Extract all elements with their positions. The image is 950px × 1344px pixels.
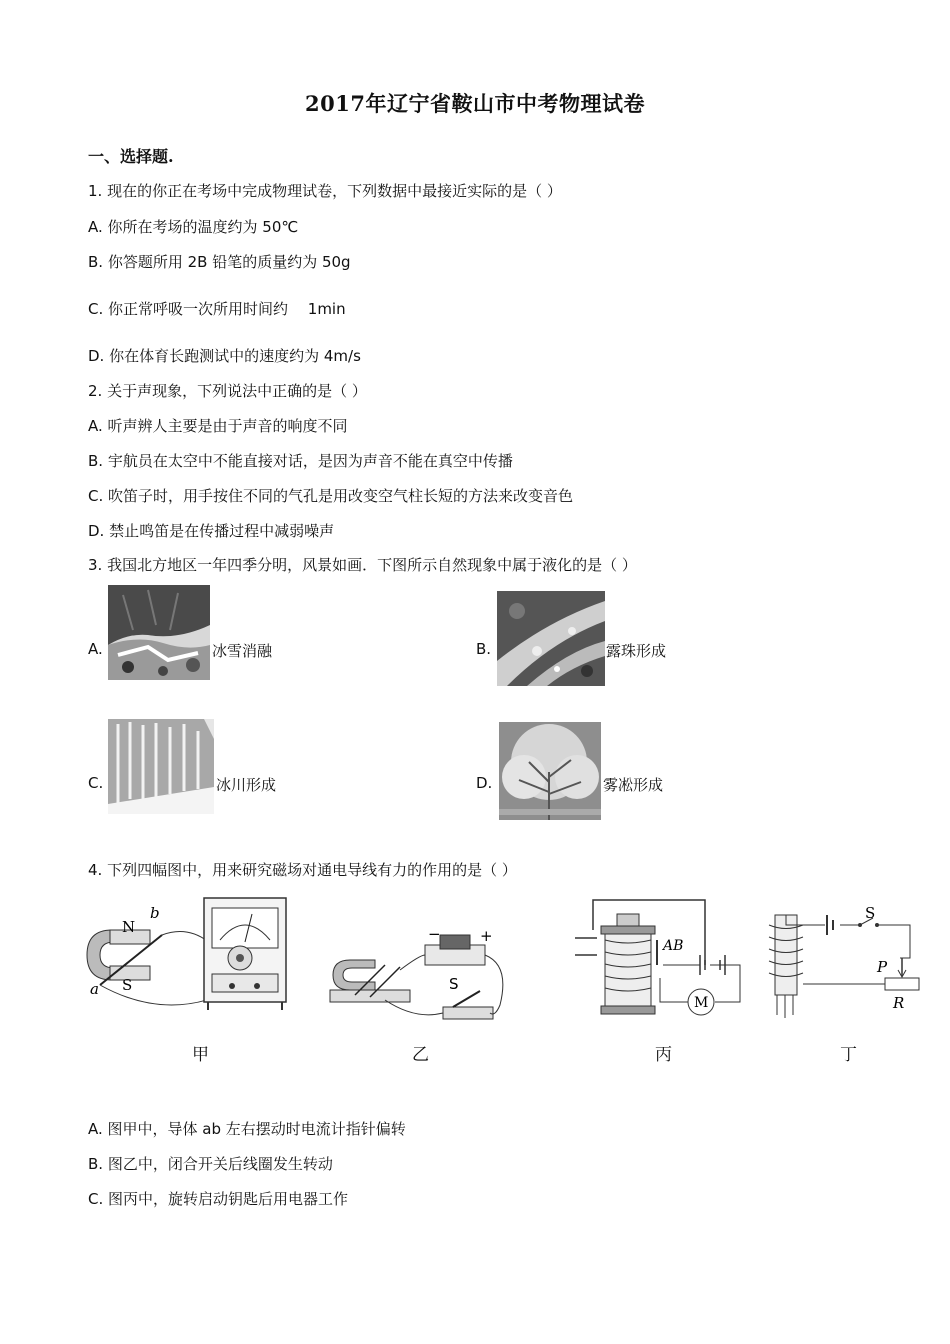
figure-jia-electromagnetic-induction <box>82 890 302 1020</box>
q1-stem: 1. 现在的你正在考场中完成物理试卷，下列数据中最接近实际的是（ ） <box>88 182 562 200</box>
figure-label-bing: 丙 <box>655 1045 672 1065</box>
q3-option-d-caption: 雾凇形成 <box>603 776 664 794</box>
figure-bing-electromagnetic-relay <box>575 890 745 1025</box>
q3-option-b-caption: 露珠形成 <box>606 642 667 660</box>
page-title: 2017年辽宁省鞍山市中考物理试卷 <box>305 91 645 116</box>
fig-jia-label-a: a <box>90 980 99 998</box>
fig-bing-label-m: M <box>694 995 709 1011</box>
q3-option-d-letter: D. <box>476 774 493 792</box>
q1-option-b: B. 你答题所用 2B 铅笔的质量约为 50g <box>88 253 351 271</box>
figure-label-yi: 乙 <box>412 1045 429 1065</box>
q3-option-c-caption: 冰川形成 <box>216 776 277 794</box>
q3-option-c-letter: C. <box>88 774 104 792</box>
photo-rime <box>499 722 601 820</box>
q2-option-c: C. 吹笛子时，用手按住不同的气孔是用改变空气柱长短的方法来改变音色 <box>88 487 574 505</box>
figure-label-ding: 丁 <box>840 1045 857 1065</box>
q3-option-a-letter: A. <box>88 640 103 658</box>
q1-option-c: C. 你正常呼吸一次所用时间约 1min <box>88 300 346 318</box>
fig-jia-label-s: S <box>122 976 133 994</box>
fig-ding-label-s: S <box>865 904 876 922</box>
q2-option-a: A. 听声辨人主要是由于声音的响度不同 <box>88 417 348 435</box>
q2-stem: 2. 关于声现象，下列说法中正确的是（ ） <box>88 382 367 400</box>
fig-yi-label-minus: − <box>428 925 441 943</box>
q3-option-a-caption: 冰雪消融 <box>212 642 273 660</box>
q1-option-d: D. 你在体育长跑测试中的速度约为 4m/s <box>88 347 361 365</box>
q3-option-b-letter: B. <box>476 640 492 658</box>
q4-option-c: C. 图丙中，旋转启动钥匙后用电器工作 <box>88 1190 349 1208</box>
photo-dew-drops <box>497 591 605 686</box>
fig-ding-label-p: P <box>877 958 888 976</box>
section-heading: 一、选择题. <box>88 147 174 166</box>
q4-option-a: A. 图甲中，导体 ab 左右摆动时电流计指针偏转 <box>88 1120 406 1138</box>
fig-ding-label-r: R <box>893 994 905 1012</box>
q4-option-b: B. 图乙中，闭合开关后线圈发生转动 <box>88 1155 333 1173</box>
fig-jia-label-n: N <box>122 918 136 936</box>
q2-option-d: D. 禁止鸣笛是在传播过程中减弱噪声 <box>88 522 335 540</box>
figure-label-jia: 甲 <box>192 1045 209 1065</box>
fig-jia-label-b: b <box>150 904 160 922</box>
fig-yi-label-s: S <box>449 975 459 993</box>
q3-stem: 3. 我国北方地区一年四季分明，风景如画．下图所示自然现象中属于液化的是（ ） <box>88 556 637 574</box>
fig-bing-label-ab: AB <box>663 938 684 954</box>
figure-yi-motor-principle <box>325 925 525 1025</box>
photo-glacier <box>108 719 214 814</box>
q4-stem: 4. 下列四幅图中，用来研究磁场对通电导线有力的作用的是（ ） <box>88 861 517 879</box>
photo-melting-snow <box>108 585 210 680</box>
q2-option-b: B. 宇航员在太空中不能直接对话，是因为声音不能在真空中传播 <box>88 452 513 470</box>
q1-option-a: A. 你所在考场的温度约为 50℃ <box>88 218 299 236</box>
figure-ding-electromagnet <box>765 900 925 1025</box>
fig-yi-label-plus: + <box>480 927 493 945</box>
